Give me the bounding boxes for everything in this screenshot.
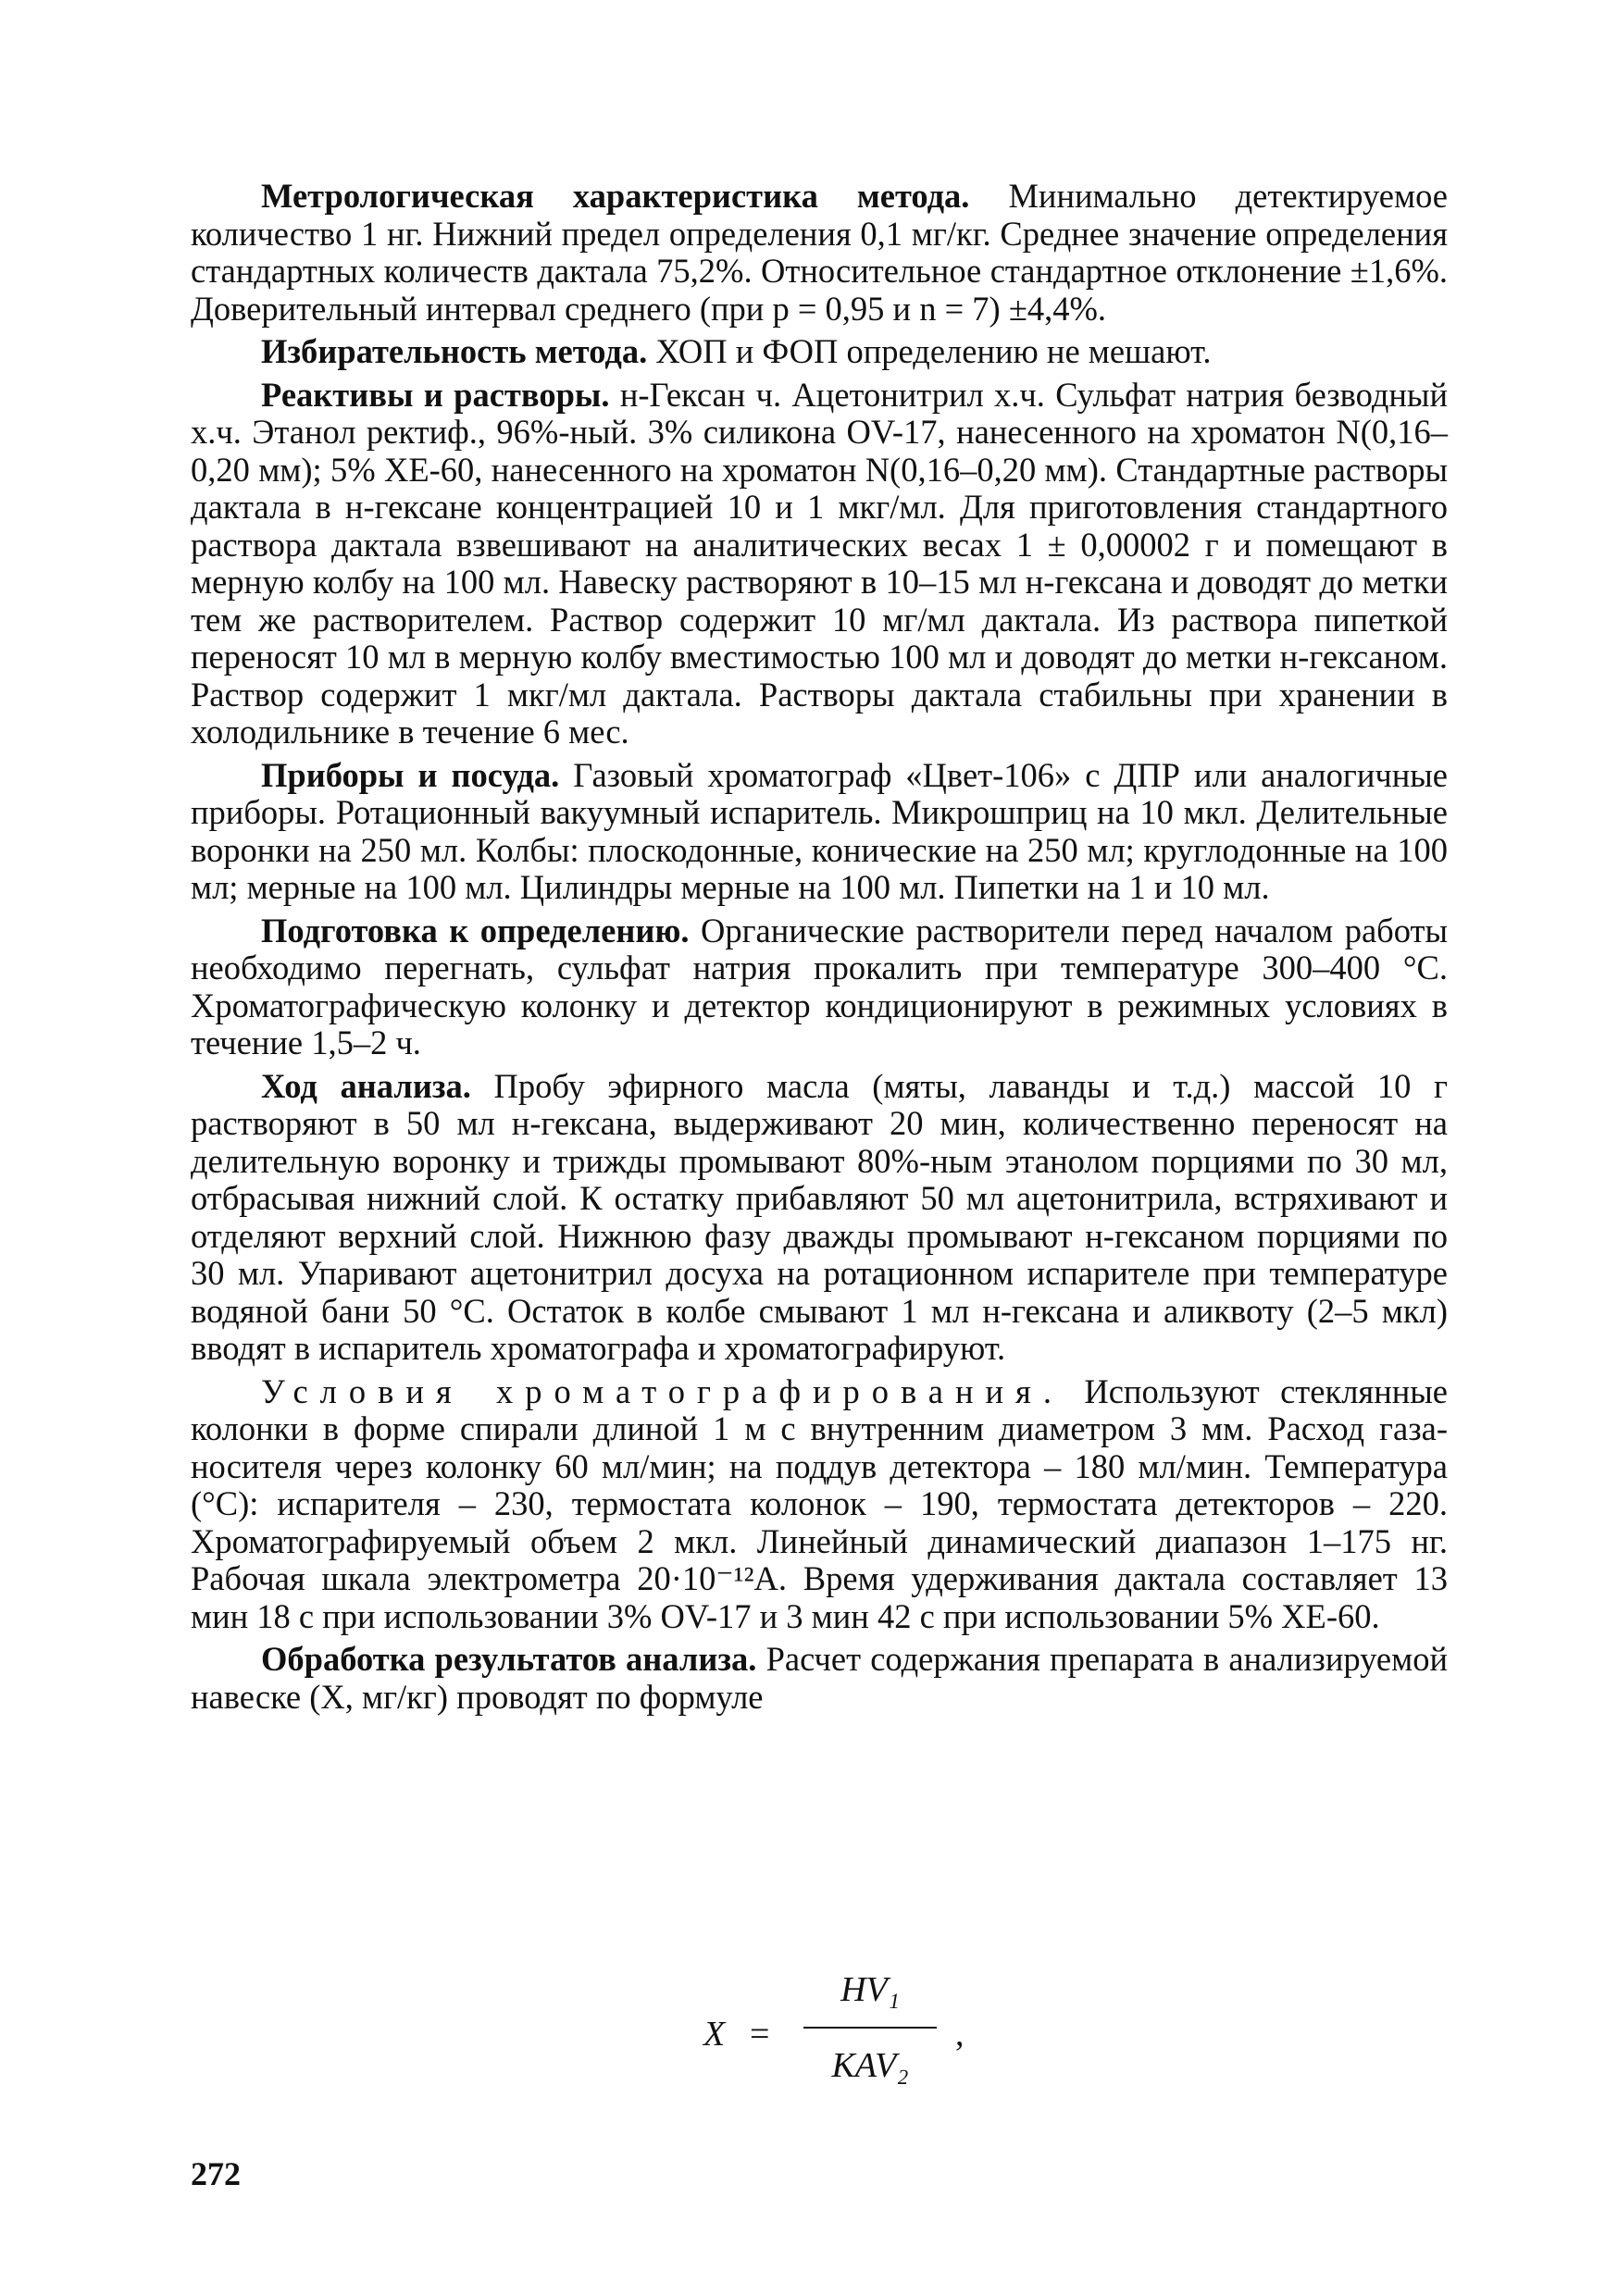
paragraph-text: Минимально детектируемое количество 1 нг. Нижний предел определения 0,1 мг/кг. Среднее значение определения стандартных количеств дактала 75,2%. Относительное стандартное отклонение ±1,6%. Доверительный интервал среднего (при p = 0,95 и n = 7) ±4,4%. (191, 177, 1448, 328)
page-number: 272 (191, 2155, 241, 2192)
page-body (191, 178, 1448, 1721)
paragraph-preparation (191, 912, 1448, 1062)
paragraph-text: ХОП и ФОП определению не мешают. (647, 332, 1212, 370)
paragraph-text: Используют стеклянные колонки в форме спирали длиной 1 м с внутренним диаметром 3 мм. Расход газа-носителя через колонку 60 мл/мин; на поддув детектора – 180 мл/мин. Температура (°С): испарителя – 230, термостата колонок – 190, термостата детекторов – 220. Хроматографируемый объем 2 мкл. Линейный динамический диапазон 1–175 нг. Рабочая шкала электрометра 20·10⁻¹²А. Время удерживания дактала составляет 13 мин 18 с при использовании 3% OV-17 и 3 мин 42 с при использовании 5% XE-60. (191, 1371, 1448, 1635)
fraction-bar (803, 2027, 937, 2029)
formula-denominator: KAV₂ (831, 2046, 909, 2085)
paragraph-text: Пробу эфирного масла (мяты, лаванды и т.д.) массой 10 г растворяют в 50 мл н-гексана, выдерживают 20 мин, количественно переносят на делительную воронку и трижды промывают 80%-ным этанолом порциями по 30 мл, отбрасывая нижний слой. К остатку прибавляют 50 мл ацетонитрила, встряхивают и отделяют верхний слой. Нижнюю фазу дважды промывают н-гексаном порциями по 30 мл. Упаривают ацетонитрил досуха на ротационном испарителе при температуре водяной бани 50 °С. Остаток в колбе смывают 1 мл н-гексана и аликвоту (2–5 мкл) вводят в испаритель хроматографа и хроматографируют. (191, 1066, 1448, 1367)
paragraph-reagents (191, 377, 1448, 751)
formula-numerator: HV₁ (840, 1970, 900, 2009)
paragraph-text: Газовый хроматограф «Цвет-106» с ДПР или аналогичные приборы. Ротационный вакуумный испаритель. Микрошприц на 10 мкл. Делительные воронки на 250 мл. Колбы: плоскодонные, конические на 250 мл; круглодонные на 100 мл; мерные на 100 мл. Цилиндры мерные на 100 мл. Пипетки на 1 и 10 мл. (191, 755, 1449, 906)
paragraph-chromatography-conditions (191, 1373, 1448, 1636)
paragraph-procedure (191, 1068, 1448, 1368)
formula-lhs: X (703, 2015, 726, 2054)
formula-equals: = (750, 2015, 770, 2054)
paragraph-selectivity (191, 333, 1448, 371)
paragraph-equipment (191, 757, 1448, 907)
paragraph-heading: Ход анализа. (261, 1066, 471, 1105)
paragraph-heading: Подготовка к определению. (261, 911, 690, 949)
paragraph-heading: Приборы и посуда. (261, 755, 560, 794)
paragraph-heading: Обработка результатов анализа. (261, 1640, 757, 1678)
paragraph-text: Органические растворители перед началом работы необходимо перегнать, сульфат натрия прокалить при температуре 300–400 °С. Хроматографическую колонку и детектор кондиционируют в режимных условиях в течение 1,5–2 ч. (191, 911, 1449, 1061)
calculation-formula (703, 1969, 981, 2090)
formula-trailing-comma: , (955, 2015, 965, 2054)
paragraph-heading: Метрологическая характеристика метода. (261, 177, 970, 215)
paragraph-heading: Избирательность метода. (261, 332, 648, 370)
paragraph-heading: Реактивы и растворы. (261, 375, 610, 414)
paragraph-metrology (191, 178, 1448, 328)
paragraph-results-processing (191, 1641, 1448, 1716)
paragraph-heading: Условия хроматографирования. (261, 1371, 1064, 1410)
paragraph-text: Расчет содержания препарата в анализируемой навеске (X, мг/кг) проводят по формуле (191, 1640, 1448, 1716)
paragraph-text: н-Гексан ч. Ацетонитрил х.ч. Сульфат натрия безводный х.ч. Этанол ректиф., 96%-ный. 3% силикона OV-17, нанесенного на хроматон N(0,16–0,20 мм); 5% XE-60, нанесенного на хроматон N(0,16–0,20 мм). Стандартные растворы дактала в н-гексане концентрацией 10 и 1 мкг/мл. Для приготовления стандартного раствора дактала взвешивают на аналитических весах 1 ± 0,00002 г и помещают в мерную колбу на 100 мл. Навеску растворяют в 10–15 мл н-гексана и доводят до метки тем же растворителем. Раствор содержит 10 мг/мл дактала. Из раствора пипеткой переносят 10 мл в мерную колбу вместимостью 100 мл и доводят до метки н-гексаном. Раствор содержит 1 мкг/мл дактала. Растворы дактала стабильны при хранении в холодильнике в течение 6 мес. (191, 375, 1448, 751)
